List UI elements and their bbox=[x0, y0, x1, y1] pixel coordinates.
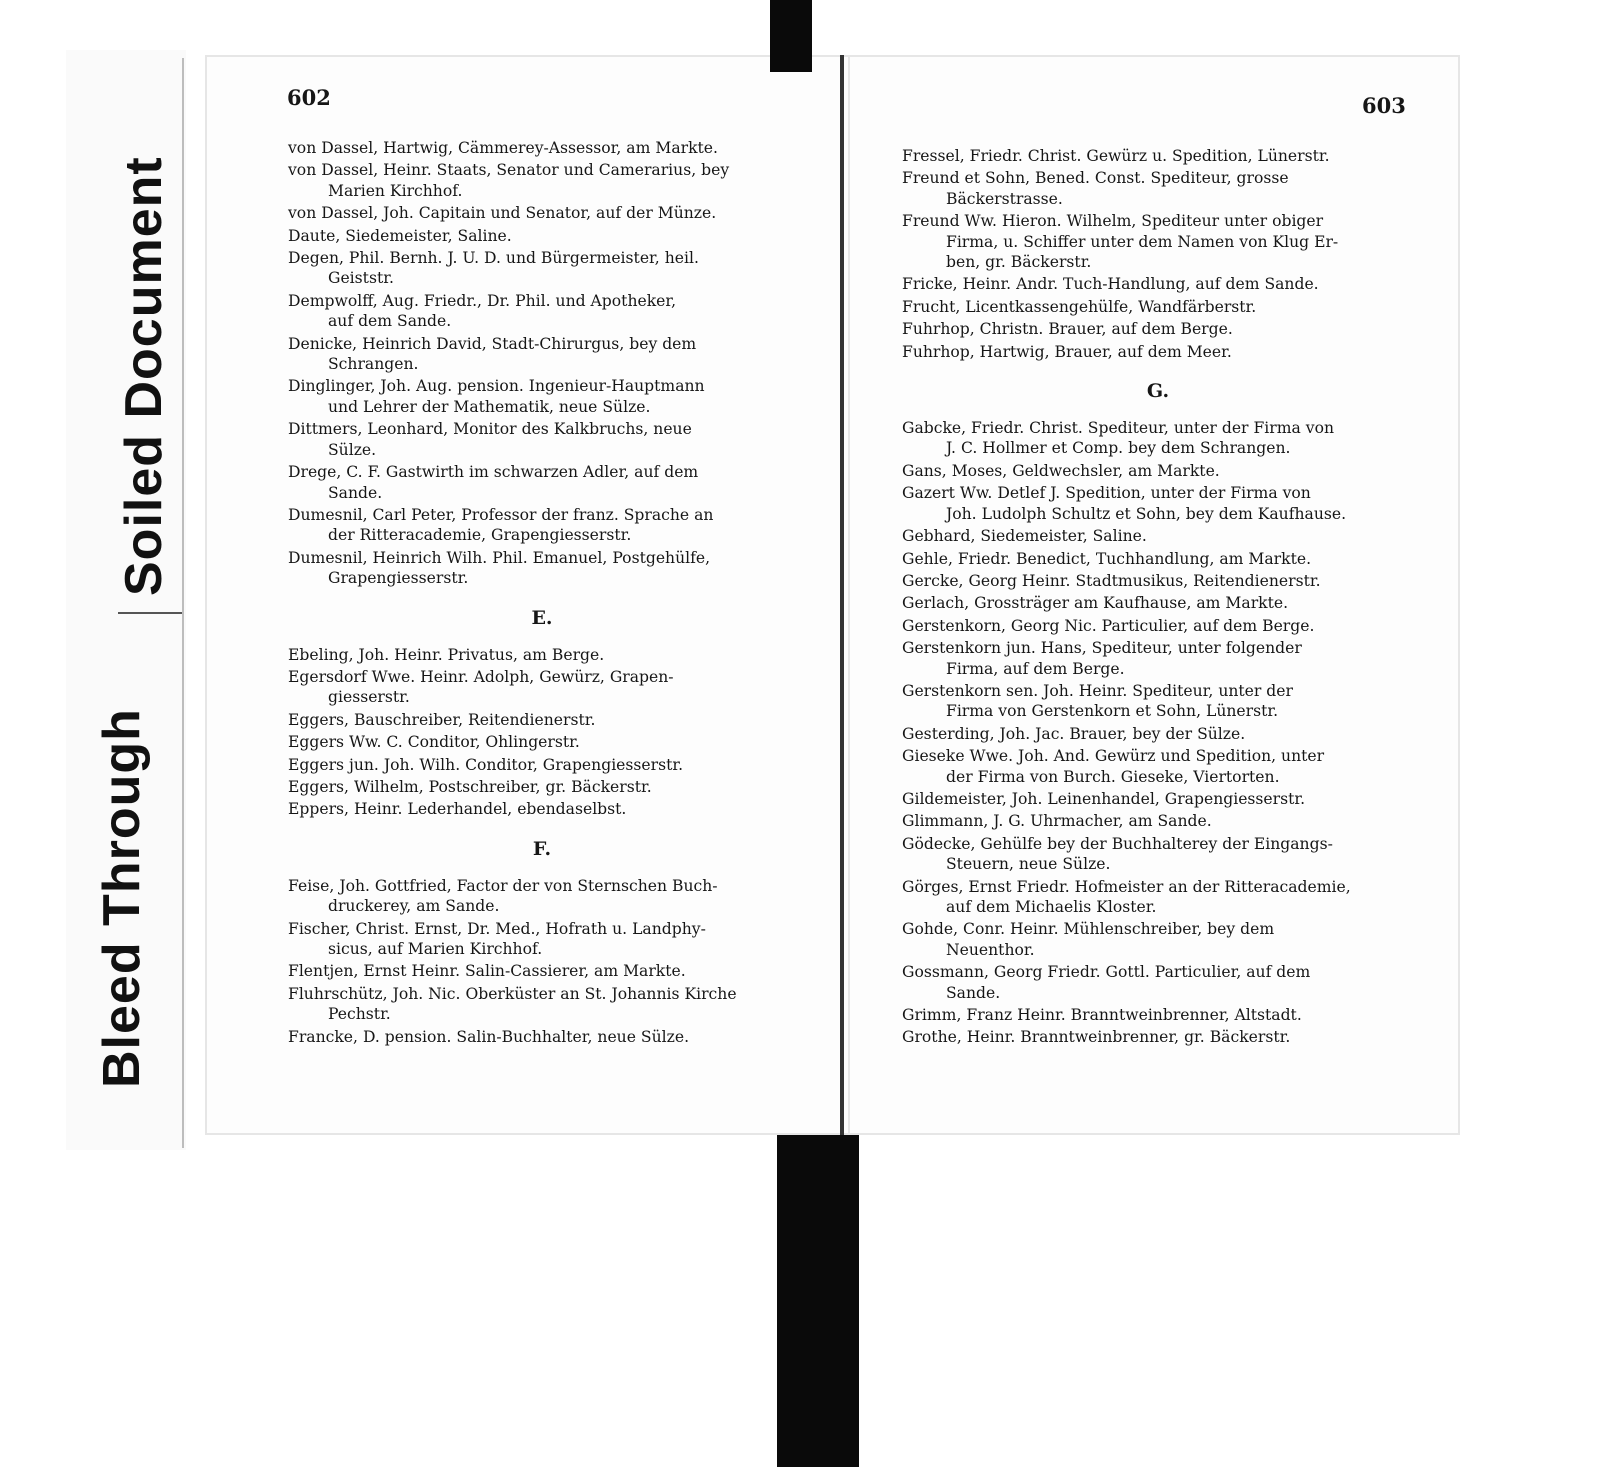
entry-line: Freund Ww. Hieron. Wilhelm, Spediteur unter obiger bbox=[902, 212, 1324, 231]
entry-line: Flentjen, Ernst Heinr. Salin-Cassierer, am Markte. bbox=[288, 962, 686, 981]
entry-line: Frucht, Licentkassengehülfe, Wandfärberstr. bbox=[902, 297, 1257, 316]
entry-continuation: Neuenthor. bbox=[946, 940, 1035, 959]
entry-line: Feise, Joh. Gottfried, Factor der von Sternschen Buch- bbox=[288, 876, 718, 895]
directory-entry bbox=[288, 710, 796, 730]
directory-entry bbox=[288, 645, 796, 665]
directory-entry bbox=[288, 755, 796, 775]
entry-continuation: Marien Kirchhof. bbox=[328, 181, 463, 200]
entry-line: Denicke, Heinrich David, Stadt-Chirurgus, bey dem bbox=[288, 334, 697, 353]
directory-entry bbox=[902, 418, 1414, 459]
directory-entry bbox=[288, 334, 796, 375]
right-page-number: 603 bbox=[1362, 93, 1406, 118]
directory-entry bbox=[288, 291, 796, 332]
entry-continuation: Schrangen. bbox=[328, 355, 419, 374]
entry-line: Fricke, Heinr. Andr. Tuch-Handlung, auf dem Sande. bbox=[902, 275, 1319, 294]
directory-entry bbox=[902, 549, 1414, 569]
entry-line: Gödecke, Gehülfe bey der Buchhalterey der Eingangs- bbox=[902, 834, 1333, 853]
directory-entry bbox=[288, 505, 796, 546]
directory-entry bbox=[902, 1005, 1414, 1025]
directory-entry bbox=[902, 319, 1414, 339]
entry-line: Eggers, Wilhelm, Postschreiber, gr. Bäckerstr. bbox=[288, 777, 652, 796]
soiled-document-label: Soiled Document bbox=[115, 156, 173, 596]
entry-continuation: sicus, auf Marien Kirchhof. bbox=[328, 940, 543, 958]
entry-line: Gerstenkorn jun. Hans, Spediteur, unter folgender bbox=[902, 639, 1302, 658]
entry-continuation: Grapengiesserstr. bbox=[328, 569, 469, 588]
entry-continuation: Pechstr. bbox=[328, 1005, 391, 1024]
directory-entry bbox=[288, 203, 796, 223]
directory-entry bbox=[288, 248, 796, 289]
entry-line: Drege, C. F. Gastwirth im schwarzen Adler, auf dem bbox=[288, 463, 699, 482]
entry-line: Dumesnil, Heinrich Wilh. Phil. Emanuel, Postgehülfe, bbox=[288, 548, 711, 567]
entry-continuation: druckerey, am Sande. bbox=[328, 897, 500, 916]
label-divider bbox=[118, 612, 182, 614]
section-letter: F. bbox=[532, 837, 552, 860]
entry-line: Fressel, Friedr. Christ. Gewürz u. Spedition, Lünerstr. bbox=[902, 147, 1330, 165]
directory-entry bbox=[902, 342, 1414, 362]
top-clamp-bar bbox=[770, 0, 812, 72]
entry-line: von Dassel, Hartwig, Cämmerey-Assessor, am Markte. bbox=[288, 139, 718, 157]
directory-entry bbox=[288, 777, 796, 797]
entry-line: Francke, D. pension. Salin-Buchhalter, neue Sülze. bbox=[288, 1027, 690, 1046]
entry-line: Fuhrhop, Hartwig, Brauer, auf dem Meer. bbox=[902, 342, 1232, 361]
directory-entry bbox=[902, 168, 1414, 209]
entry-line: Degen, Phil. Bernh. J. U. D. und Bürgermeister, heil. bbox=[288, 249, 699, 268]
entry-line: Eggers Ww. C. Conditor, Ohlingerstr. bbox=[288, 733, 580, 752]
entry-line: Dittmers, Leonhard, Monitor des Kalkbruchs, neue bbox=[288, 420, 692, 439]
book-gutter bbox=[840, 55, 844, 1135]
directory-entry bbox=[902, 211, 1414, 272]
entry-line: Gabcke, Friedr. Christ. Spediteur, unter der Firma von bbox=[902, 419, 1334, 438]
entry-line: Gesterding, Joh. Jac. Brauer, bey der Sülze. bbox=[902, 724, 1246, 743]
entry-line: von Dassel, Joh. Capitain und Senator, auf der Münze. bbox=[288, 204, 717, 223]
directory-entry bbox=[902, 616, 1414, 636]
entry-line: Gildemeister, Joh. Leinenhandel, Grapengiesserstr. bbox=[902, 789, 1306, 808]
entry-line: Daute, Siedemeister, Saline. bbox=[288, 226, 512, 245]
left-page-number: 602 bbox=[287, 85, 331, 110]
directory-entry bbox=[902, 962, 1414, 1003]
bottom-clamp-bar bbox=[777, 1135, 859, 1467]
directory-entry bbox=[902, 919, 1414, 960]
directory-entry bbox=[288, 732, 796, 752]
entry-line: Dempwolff, Aug. Friedr., Dr. Phil. und Apotheker, bbox=[288, 291, 677, 310]
directory-entry bbox=[288, 667, 796, 708]
label-strip-border bbox=[182, 58, 184, 1148]
entry-continuation: der Firma von Burch. Gieseke, Viertorten. bbox=[946, 767, 1280, 786]
directory-entry bbox=[288, 548, 796, 589]
directory-entry bbox=[288, 462, 796, 503]
directory-entry bbox=[288, 138, 796, 158]
entry-line: Gerlach, Grossträger am Kaufhause, am Markte. bbox=[902, 594, 1289, 613]
entry-continuation: Sülze. bbox=[328, 440, 377, 459]
entry-line: Gans, Moses, Geldwechsler, am Markte. bbox=[902, 461, 1220, 480]
bleed-through-label: Bleed Through bbox=[93, 708, 151, 1088]
entry-line: Gohde, Conr. Heinr. Mühlenschreiber, bey dem bbox=[902, 920, 1275, 939]
entry-line: Dinglinger, Joh. Aug. pension. Ingenieur-Hauptmann bbox=[288, 377, 705, 396]
entry-line: Eggers, Bauschreiber, Reitendienerstr. bbox=[288, 710, 596, 729]
directory-entry bbox=[288, 984, 796, 1025]
entry-line: Gebhard, Siedemeister, Saline. bbox=[902, 527, 1147, 546]
directory-entry bbox=[902, 526, 1414, 546]
entry-line: Glimmann, J. G. Uhrmacher, am Sande. bbox=[902, 812, 1212, 831]
entry-line: von Dassel, Heinr. Staats, Senator und Camerarius, bey bbox=[288, 161, 730, 180]
entry-continuation: Bäckerstrasse. bbox=[946, 189, 1063, 208]
entry-continuation: J. C. Hollmer et Comp. bey dem Schrangen. bbox=[946, 439, 1291, 458]
entry-line: Fischer, Christ. Ernst, Dr. Med., Hofrath u. Landphy- bbox=[288, 919, 706, 938]
entry-line: Eppers, Heinr. Lederhandel, ebendaselbst. bbox=[288, 800, 627, 819]
entry-continuation: auf dem Michaelis Kloster. bbox=[946, 898, 1157, 916]
directory-entry bbox=[288, 919, 796, 960]
directory-entry bbox=[288, 160, 796, 201]
section-letter: G. bbox=[1146, 380, 1170, 403]
directory-entry bbox=[902, 461, 1414, 481]
directory-entry bbox=[902, 571, 1414, 591]
entry-line: Eggers jun. Joh. Wilh. Conditor, Grapengiesserstr. bbox=[288, 755, 684, 774]
entry-continuation: giesserstr. bbox=[328, 688, 410, 707]
directory-entry bbox=[902, 638, 1414, 679]
entry-line: Grothe, Heinr. Branntweinbrenner, gr. Bäckerstr. bbox=[902, 1028, 1291, 1047]
entry-continuation: auf dem Sande. bbox=[328, 312, 452, 331]
entry-line: Gerstenkorn sen. Joh. Heinr. Spediteur, unter der bbox=[902, 681, 1293, 700]
right-page-column bbox=[902, 146, 1414, 1050]
directory-entry bbox=[288, 1027, 796, 1047]
entry-continuation: ben, gr. Bäckerstr. bbox=[946, 253, 1092, 272]
directory-entry bbox=[902, 811, 1414, 831]
entry-line: Dumesnil, Carl Peter, Professor der franz. Sprache an bbox=[288, 505, 714, 524]
entry-continuation: Firma von Gerstenkorn et Sohn, Lünerstr. bbox=[946, 702, 1279, 721]
directory-entry bbox=[902, 789, 1414, 809]
entry-continuation: der Ritteracademie, Grapengiesserstr. bbox=[328, 526, 632, 545]
directory-entry bbox=[288, 799, 796, 819]
directory-entry bbox=[902, 483, 1414, 524]
entry-line: Gieseke Wwe. Joh. And. Gewürz und Spedition, unter bbox=[902, 747, 1325, 766]
entry-line: Gercke, Georg Heinr. Stadtmusikus, Reitendienerstr. bbox=[902, 571, 1321, 590]
entry-line: Egersdorf Wwe. Heinr. Adolph, Gewürz, Grapen- bbox=[288, 667, 674, 686]
directory-entry bbox=[288, 226, 796, 246]
entry-continuation: Firma, u. Schiffer unter dem Namen von Klug Er- bbox=[946, 232, 1339, 251]
entry-continuation: Sande. bbox=[328, 483, 383, 502]
section-letter: E. bbox=[531, 606, 553, 629]
entry-line: Gerstenkorn, Georg Nic. Particulier, auf dem Berge. bbox=[902, 616, 1315, 635]
directory-entry bbox=[902, 746, 1414, 787]
directory-entry bbox=[902, 146, 1414, 166]
directory-entry bbox=[902, 877, 1414, 918]
entry-line: Gazert Ww. Detlef J. Spedition, unter der Firma von bbox=[902, 484, 1311, 503]
entry-line: Fluhrschütz, Joh. Nic. Oberküster an St. Johannis Kirche bbox=[288, 984, 737, 1003]
entry-continuation: Steuern, neue Sülze. bbox=[946, 855, 1111, 874]
entry-line: Freund et Sohn, Bened. Const. Spediteur, grosse bbox=[902, 169, 1289, 188]
directory-entry bbox=[902, 724, 1414, 744]
directory-entry bbox=[288, 419, 796, 460]
entry-continuation: Joh. Ludolph Schultz et Sohn, bey dem Kaufhause. bbox=[946, 504, 1347, 523]
entry-line: Ebeling, Joh. Heinr. Privatus, am Berge. bbox=[288, 645, 605, 664]
directory-entry bbox=[902, 297, 1414, 317]
entry-line: Grimm, Franz Heinr. Branntweinbrenner, Altstadt. bbox=[902, 1006, 1302, 1025]
entry-line: Gossmann, Georg Friedr. Gottl. Particulier, auf dem bbox=[902, 963, 1311, 982]
directory-entry bbox=[902, 834, 1414, 875]
entry-continuation: Sande. bbox=[946, 983, 1001, 1002]
entry-line: Gehle, Friedr. Benedict, Tuchhandlung, am Markte. bbox=[902, 549, 1312, 568]
directory-entry bbox=[288, 876, 796, 917]
entry-continuation: Firma, auf dem Berge. bbox=[946, 659, 1125, 678]
entry-line: Görges, Ernst Friedr. Hofmeister an der Ritteracademie, bbox=[902, 877, 1351, 896]
entry-continuation: und Lehrer der Mathematik, neue Sülze. bbox=[328, 397, 651, 416]
left-page-column bbox=[288, 138, 796, 1049]
directory-entry bbox=[288, 376, 796, 417]
directory-entry bbox=[902, 274, 1414, 294]
directory-entry bbox=[902, 681, 1414, 722]
directory-entry bbox=[902, 1027, 1414, 1047]
directory-entry bbox=[902, 593, 1414, 613]
entry-line: Fuhrhop, Christn. Brauer, auf dem Berge. bbox=[902, 320, 1233, 339]
entry-continuation: Geiststr. bbox=[328, 269, 394, 288]
directory-entry bbox=[288, 961, 796, 981]
